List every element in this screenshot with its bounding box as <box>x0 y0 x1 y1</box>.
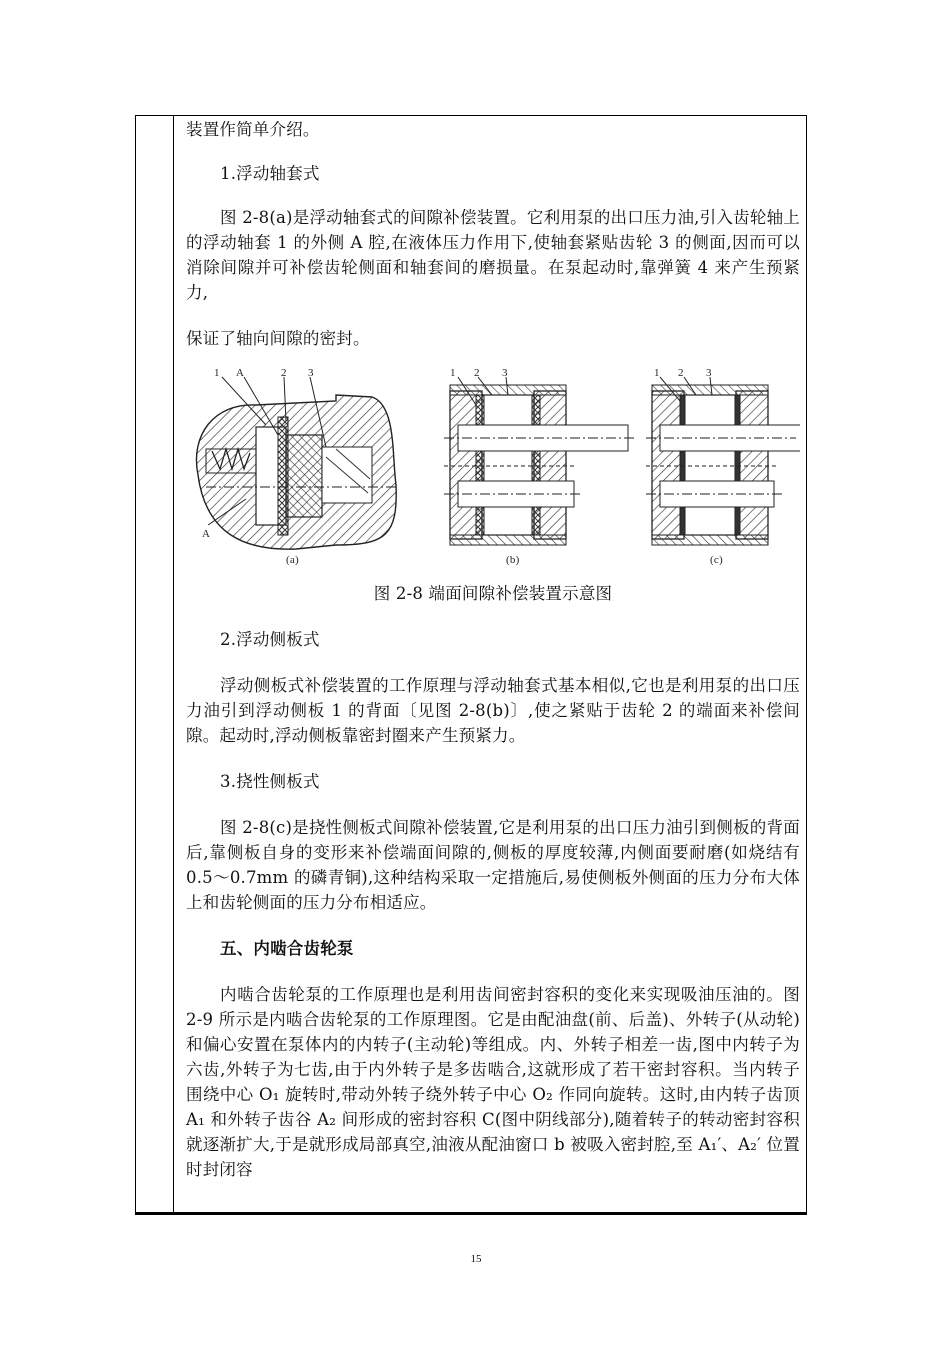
figure-b-sublabel: (b) <box>506 554 520 566</box>
figure-a-label-2: 2 <box>281 367 287 379</box>
figure-a <box>196 367 396 566</box>
chapter-heading: 五、内啮合齿轮泵 <box>220 939 354 958</box>
figure-caption: 图 2-8 端面间隙补偿装置示意图 <box>373 584 613 603</box>
figure-b <box>444 367 636 566</box>
figure-b-label-2: 2 <box>474 367 480 379</box>
figure-b-label-1: 1 <box>450 367 456 379</box>
paragraph: 图 2-8(c)是挠性侧板式间隙补偿装置,它是利用泵的出口压力油引到侧板的背面后,靠侧板自身的变形来补偿端面间隙的,侧板的厚度较薄,内侧面要耐磨(如烧结有 0.5～0.7mm 的磷青铜),这种结构采取一定措施后,易使侧板外侧面的压力分布大体上和齿轮侧面的压力分布相适应。 <box>186 818 800 912</box>
section-heading: 1.浮动轴套式 <box>220 164 320 183</box>
figure-c <box>646 367 800 566</box>
figure-c-label-3: 3 <box>706 367 712 379</box>
figure-c-label-2: 2 <box>678 367 684 379</box>
figure-a-sublabel: (a) <box>286 554 299 566</box>
paragraph: 保证了轴向间隙的密封。 <box>186 329 370 348</box>
figure-a-label-3: 3 <box>308 367 314 379</box>
figure-2-8 <box>186 365 800 573</box>
figure-b-label-3: 3 <box>502 367 508 379</box>
table-left-column-divider <box>173 116 174 1212</box>
section-heading: 3.挠性侧板式 <box>220 772 320 791</box>
figure-a-label-A-bottom: A <box>202 528 211 540</box>
figure-c-label-1: 1 <box>654 367 660 379</box>
figure-a-label-1: 1 <box>214 367 220 379</box>
figure-a-label-A: A <box>236 367 245 379</box>
figure-c-sublabel: (c) <box>710 554 723 566</box>
figure-2-8-drawing <box>186 365 800 573</box>
section-heading: 2.浮动侧板式 <box>220 630 320 649</box>
paragraph: 浮动侧板式补偿装置的工作原理与浮动轴套式基本相似,它也是利用泵的出口压力油引到浮动侧板 1 的背面〔见图 2-8(b)〕,使之紧贴于齿轮 2 的端面来补偿间隙。起动时,浮动侧板靠密封圈来产生预紧力。 <box>186 676 800 745</box>
paragraph: 装置作简单介绍。 <box>186 120 320 139</box>
paragraph: 图 2-8(a)是浮动轴套式的间隙补偿装置。它利用泵的出口压力油,引入齿轮轴上的浮动轴套 1 的外侧 A 腔,在液体压力作用下,使轴套紧贴齿轮 3 的侧面,因而可以消除间隙并可补偿齿轮侧面和轴套间的磨损量。在泵起动时,靠弹簧 4 来产生预紧力, <box>186 208 800 302</box>
page-content <box>186 117 800 1182</box>
page-number: 15 <box>470 1253 482 1265</box>
paragraph: 内啮合齿轮泵的工作原理也是利用齿间密封容积的变化来实现吸油压油的。图 2-9 所示是内啮合齿轮泵的工作原理图。它是由配油盘(前、后盖)、外转子(从动轮)和偏心安置在泵体内的内转子(主动轮)等组成。内、外转子相差一齿,图中内转子为六齿,外转子为七齿,由于内外转子是多齿啮合,这就形成了若干密封容积。当内转子围绕中心 O₁ 旋转时,带动外转子绕外转子中心 O₂ 作同向旋转。这时,由内转子齿顶 A₁ 和外转子齿谷 A₂ 间形成的密封容积 C(图中阴线部分),随着转子的转动密封容积就逐渐扩大,于是就形成局部真空,油液从配油窗口 b 被吸入密封腔,至 A₁′、A₂′ 位置时封闭容 <box>186 985 800 1179</box>
